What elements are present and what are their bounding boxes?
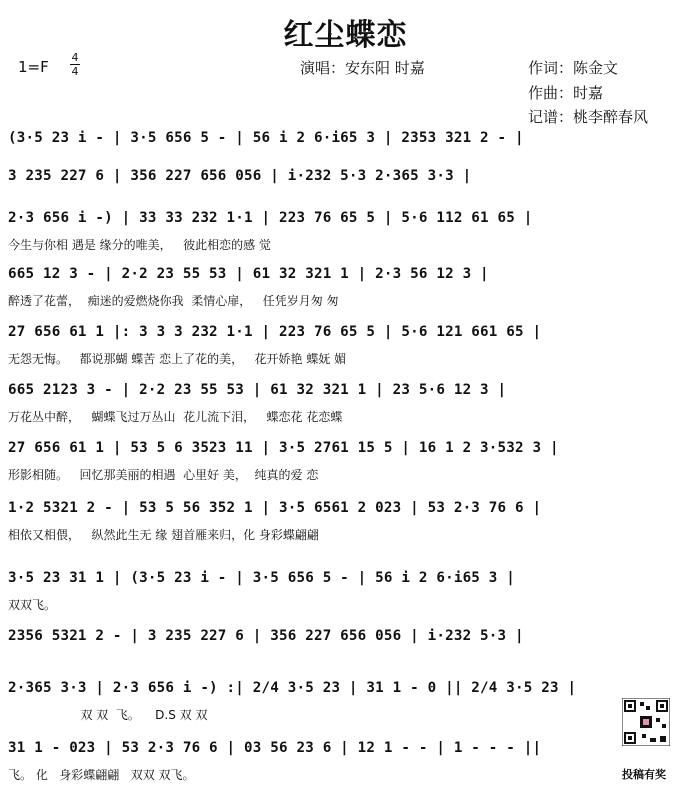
composer-credit: 作曲：时嘉	[528, 84, 604, 102]
score-row	[8, 324, 684, 384]
lyrics-line: 无怨无悔。 都说那蝴 蝶苦 恋上了花的美， 花开娇艳 蝶妩 媚	[8, 352, 347, 366]
notation-line: 3·5 23 31 1 | (3·5 23 i - | 3·5 656 5 - | 56 i 2 6·i65 3 |	[8, 570, 516, 586]
lyricist-credit: 作词：陈金文	[528, 59, 619, 77]
score-row	[8, 628, 684, 688]
notation-line: 31 1 - 023 | 53 2·3 76 6 | 03 56 23 6 | 12 1 - - | 1 - - - ||	[8, 740, 542, 756]
lyrics-line: 万花丛中醉， 蝴蝶飞过万丛山 花儿流下泪， 蝶恋花 花恋蝶	[8, 410, 343, 424]
notation-line: 27 656 61 1 | 53 5 6 3523 11 | 3·5 2761 15 5 | 16 1 2 3·532 3 |	[8, 440, 559, 456]
score-row	[8, 266, 684, 326]
lyrics-line: 形影相随。 回忆那美丽的相遇 心里好 美， 纯真的爱 恋	[8, 468, 319, 482]
notation-line: 2·365 3·3 | 2·3 656 i -) :| 2/4 3·5 23 | 31 1 - 0 || 2/4 3·5 23 |	[8, 680, 577, 696]
score-row	[8, 500, 684, 560]
lyrics-line: 双 双 飞。 D.S 双 双	[8, 708, 208, 722]
score-row	[8, 440, 684, 500]
score-row	[8, 740, 684, 800]
meter-top: 4	[71, 51, 79, 64]
transcriber-credit: 记谱：桃李醉春风	[528, 108, 649, 126]
meter-bottom: 4	[71, 65, 79, 78]
qr-code-icon	[622, 698, 670, 746]
lyrics-line: 相依又相偎， 纵然此生无 缘 翅首雁来归，化 身彩蝶翩翩	[8, 528, 319, 542]
time-signature	[70, 52, 80, 77]
notation-line: 3 235 227 6 | 356 227 656 056 | i·232 5·3 2·365 3·3 |	[8, 168, 472, 184]
key-signature: 1=F	[18, 58, 49, 76]
score-row	[8, 382, 684, 442]
lyrics-line: 飞。 化 身彩蝶翩翩 双双 双飞。	[8, 768, 195, 782]
lyrics-line: 醉透了花蕾， 痴迷的爱燃烧你我 柔情心扉， 任凭岁月匆 匆	[8, 294, 339, 308]
notation-line: (3·5 23 i - | 3·5 656 5 - | 56 i 2 6·i65 3 | 2353 321 2 - |	[8, 130, 524, 146]
notation-line: 2356 5321 2 - | 3 235 227 6 | 356 227 656 056 | i·232 5·3 |	[8, 628, 524, 644]
notation-line: 27 656 61 1 |: 3 3 3 232 1·1 | 223 76 65 5 | 5·6 121 661 65 |	[8, 324, 542, 340]
lyrics-line: 今生与你相 遇是 缘分的唯美， 彼此相恋的感 觉	[8, 238, 271, 252]
score-row	[8, 210, 684, 270]
song-title: 红尘蝶恋	[283, 18, 408, 53]
score-row	[8, 680, 684, 740]
score-row	[8, 570, 684, 630]
performers: 演唱：安东阳 时嘉	[300, 59, 425, 77]
notation-line: 1·2 5321 2 - | 53 5 56 352 1 | 3·5 6561 2 023 | 53 2·3 76 6 |	[8, 500, 542, 516]
lyrics-line: 双双飞。	[8, 598, 57, 612]
submission-caption: 投稿有奖	[622, 768, 666, 781]
notation-line: 2·3 656 i -) | 33 33 232 1·1 | 223 76 65 5 | 5·6 112 61 65 |	[8, 210, 533, 226]
notation-line: 665 2123 3 - | 2·2 23 55 53 | 61 32 321 1 | 23 5·6 12 3 |	[8, 382, 507, 398]
notation-line: 665 12 3 - | 2·2 23 55 53 | 61 32 321 1 | 2·3 56 12 3 |	[8, 266, 489, 282]
